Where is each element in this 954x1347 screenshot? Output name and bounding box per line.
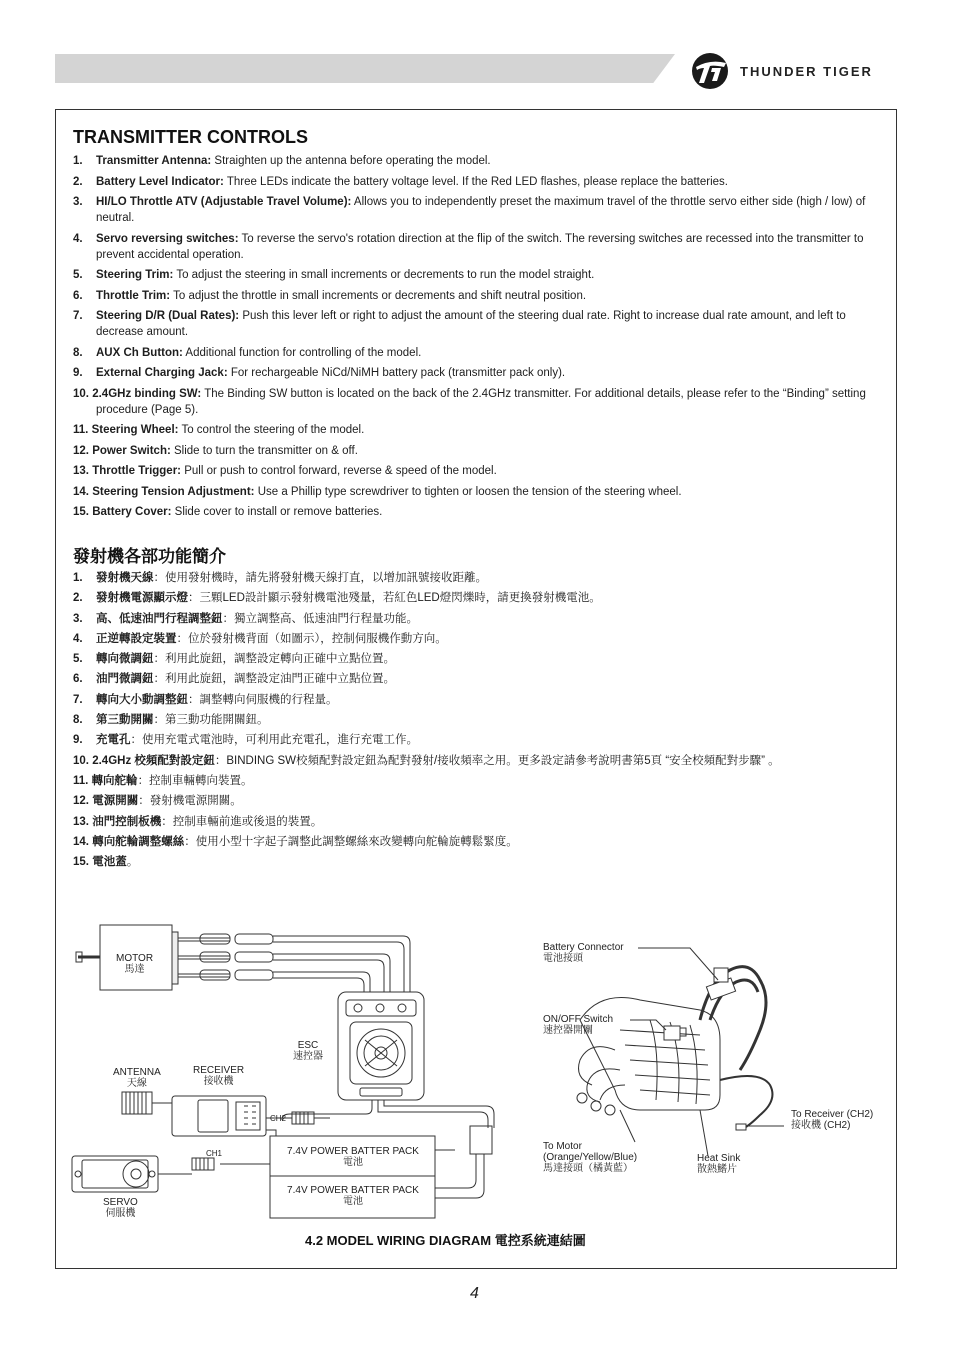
servo-body (72, 1156, 158, 1192)
wiring-diagram (60, 920, 894, 1250)
item-text: ：利用此旋鈕，調整設定油門正確中立點位置。 (153, 673, 395, 686)
esc-photo-drawing (577, 967, 772, 1130)
item-number: 4. (73, 632, 83, 645)
item-term: Steering Wheel: (91, 424, 179, 436)
item-number: 10. (73, 387, 89, 400)
item-number: 2. (73, 175, 83, 188)
item-term: Steering Tension Adjustment: (92, 485, 255, 498)
to-motor-label: To Motor (Orange/Yellow/Blue) 馬達接頭（橘黃藍） (543, 1141, 638, 1174)
item-number: 1. (73, 572, 83, 584)
item-number: 9. (73, 367, 83, 379)
item-term: 轉向舵輪 (91, 774, 138, 787)
diagram-caption: 4.2 MODEL WIRING DIAGRAM 電控系統連結圖 (305, 1233, 586, 1248)
list-item (73, 854, 883, 870)
item-term: 電池蓋 (92, 856, 127, 869)
item-term: 第三動開關 (96, 714, 154, 727)
header-band (55, 54, 675, 83)
list-item (73, 231, 883, 263)
item-term: 電源開關 (92, 795, 139, 808)
item-text: For rechargeable NiCd/NiMH battery pack (transmitter pack only). (227, 367, 566, 379)
item-number: 14. (73, 835, 89, 848)
heat-sink-label: Heat Sink 散熱鰭片 (697, 1153, 741, 1175)
item-term: 高、低速油門行程調整鈕 (96, 612, 223, 625)
item-text: Slide to turn the transmitter on & off. (170, 444, 358, 457)
item-number: 6. (73, 289, 83, 302)
item-text: ：獨立調整高、低速油門行程量功能。 (222, 612, 418, 625)
item-number: 11. (73, 424, 89, 436)
list-item (73, 504, 883, 520)
item-number: 9. (73, 734, 83, 747)
item-term: 2.4GHz binding SW: (92, 387, 202, 400)
list-item (73, 386, 883, 418)
item-number: 4. (73, 232, 83, 245)
item-number: 13. (73, 815, 89, 828)
item-term: 正逆轉設定裝置 (96, 632, 177, 645)
ch2-label: CH2 (270, 1114, 287, 1123)
item-number: 8. (73, 346, 83, 359)
item-text: Straighten up the antenna before operating the model. (211, 155, 491, 167)
item-term: External Charging Jack: (96, 367, 228, 379)
item-number: 13. (73, 465, 89, 477)
item-text: To control the steering of the model. (178, 424, 365, 436)
list-item (73, 267, 883, 283)
battery-pack-1-label: 7.4V POWER BATTER PACK 電池 (287, 1146, 419, 1168)
item-number: 3. (73, 196, 83, 208)
item-text: Push this lever left or right to adjust the amount of the steering dual rate. Right to increase dual rate amount, and left to decrease amount. (96, 310, 846, 338)
item-term: Throttle Trim: (96, 289, 171, 302)
item-text: ：第三動功能開關鈕。 (153, 714, 269, 727)
item-number: 1. (73, 155, 83, 167)
item-number: 12. (73, 795, 89, 808)
item-text: Allows you to independently preset the maximum travel of the throttle servo either side (high / low) of neutral. (96, 196, 866, 224)
item-text: ：利用此旋鈕，調整設定轉向正確中立點位置。 (153, 653, 395, 666)
item-term: Steering Trim: (96, 269, 174, 281)
item-text: Pull or push to control forward, reverse & speed of the model. (181, 465, 497, 477)
list-item (73, 590, 883, 606)
list-item (73, 712, 883, 728)
list-item (73, 793, 883, 809)
list-item (73, 834, 883, 850)
to-receiver-label: To Receiver (CH2) 接收機 (CH2) (791, 1109, 874, 1131)
item-number: 2. (73, 592, 83, 605)
list-item (73, 153, 883, 169)
list-item (73, 611, 883, 627)
item-text: To adjust the throttle in small increments or decrements and shift neutral position. (170, 289, 587, 302)
item-number: 3. (73, 612, 83, 625)
list-item (73, 345, 883, 361)
esc-label: ESC 速控器 (293, 1040, 323, 1062)
item-text: ：發射機電源開關。 (138, 795, 242, 808)
brand (688, 51, 903, 91)
item-number: 15. (73, 856, 89, 869)
list-item (73, 631, 883, 647)
list-item (73, 484, 883, 500)
list-item (73, 753, 883, 769)
list-item (73, 194, 883, 226)
item-text: ：使用發射機時，請先將發射機天線打直，以增加訊號接收距離。 (153, 572, 487, 584)
list-item (73, 814, 883, 830)
item-number: 8. (73, 714, 83, 727)
item-text: ：BINDING SW校頻配對設定鈕為配對發射/接收頻率之用。更多設定請參考說明書第5頁 “安全校頻配對步驟” 。 (214, 754, 780, 767)
item-text: ：控制車輛轉向裝置。 (137, 774, 253, 787)
thunder-tiger-logo-icon (688, 51, 736, 91)
receiver-label: RECEIVER 接收機 (193, 1065, 245, 1087)
ch1-label: CH1 (206, 1149, 223, 1158)
list-item (73, 308, 883, 340)
item-text: To reverse the servo's rotation direction at the flip of the switch. The reversing switches are recessed into the transmitter to prevent accidental operation. (96, 232, 864, 261)
item-number: 14. (73, 485, 89, 498)
motor-label: MOTOR 馬達 (116, 953, 154, 975)
servo-label: SERVO 伺服機 (103, 1197, 138, 1219)
list-item (73, 732, 883, 748)
item-term: Power Switch: (92, 444, 171, 457)
item-text: To adjust the steering in small increments or decrements to run the model straight. (173, 269, 595, 281)
battery-pack-2-label: 7.4V POWER BATTER PACK 電池 (287, 1185, 419, 1207)
item-term: 轉向舵輪調整螺絲 (92, 835, 185, 848)
item-term: Battery Cover: (92, 506, 172, 518)
item-term: Steering D/R (Dual Rates): (96, 310, 240, 322)
list-item (73, 174, 883, 190)
item-number: 10. (73, 754, 89, 767)
item-number: 7. (73, 310, 83, 322)
item-term: 轉向微調鈕 (96, 653, 154, 666)
list-item (73, 288, 883, 304)
item-text: Three LEDs indicate the battery voltage level. If the Red LED flashes, please replace the batteries. (223, 175, 728, 188)
list-item (73, 365, 883, 381)
list-item (73, 570, 883, 586)
item-term: 油門控制板機 (92, 815, 162, 828)
item-number: 15. (73, 506, 89, 518)
item-term: Battery Level Indicator: (96, 175, 224, 188)
item-term: 發射機天線 (96, 572, 154, 584)
list-item (73, 443, 883, 459)
list-item (73, 651, 883, 667)
item-term: 油門微調鈕 (96, 673, 154, 686)
item-text: Additional function for controlling of the model. (182, 346, 422, 359)
item-number: 5. (73, 269, 83, 281)
battery-connector-label: Battery Connector 電池接頭 (543, 942, 624, 964)
section-title-zh: 發射機各部功能簡介 (73, 547, 226, 566)
item-term: AUX Ch Button: (96, 346, 183, 359)
item-text: ：使用小型十字起子調整此調整螺絲來改變轉向舵輪旋轉鬆緊度。 (184, 835, 518, 848)
antenna-label: ANTENNA 天線 (113, 1067, 161, 1089)
onoff-switch-label: ON/OFF Switch 速控器開關 (543, 1014, 614, 1036)
brand-name: THUNDER TIGER (740, 64, 873, 79)
item-term: 充電孔 (96, 734, 131, 747)
list-item (73, 422, 883, 438)
item-term: 2.4GHz 校頻配對設定鈕 (92, 754, 215, 767)
page-number: 4 (470, 1285, 479, 1302)
list-item (73, 773, 883, 789)
list-item (73, 463, 883, 479)
item-term: Throttle Trigger: (92, 465, 182, 477)
item-number: 7. (73, 693, 83, 706)
item-term: HI/LO Throttle ATV (Adjustable Travel Volume): (96, 196, 352, 208)
item-term: Transmitter Antenna: (96, 155, 212, 167)
item-text: ：控制車輛前進或後退的裝置。 (161, 815, 323, 828)
item-text: ：位於發射機背面（如圖示），控制伺服機作動方向。 (176, 632, 447, 645)
item-text: 。 (126, 856, 139, 869)
item-term: 發射機電源顯示燈 (96, 592, 188, 605)
item-number: 5. (73, 653, 83, 666)
item-text: ：三顆LED設計顯示發射機電池殘量，若紅色LED燈閃爍時，請更換發射機電池。 (188, 592, 601, 605)
list-item (73, 692, 883, 708)
item-text: ：使用充電式電池時，可利用此充電孔，進行充電工作。 (130, 734, 418, 747)
wiring-diagram-drawing (60, 920, 894, 1250)
item-term: 轉向大小動調整鈕 (96, 693, 188, 706)
item-text: Slide cover to install or remove batteries. (171, 506, 383, 518)
item-number: 6. (73, 673, 83, 686)
section-title-en: TRANSMITTER CONTROLS (73, 127, 308, 147)
item-text: Use a Phillip type screwdriver to tighten or loosen the tension of the steering wheel. (254, 485, 682, 498)
item-text: The Binding SW button is located on the back of the 2.4GHz transmitter. For additional details, please refer to the “Binding” setting procedure (Page 5). (96, 387, 866, 416)
item-number: 12. (73, 444, 89, 457)
controls-list-en (73, 153, 883, 525)
item-number: 11. (73, 774, 89, 787)
controls-list-zh (73, 570, 883, 874)
item-term: Servo reversing switches: (96, 232, 239, 245)
list-item (73, 671, 883, 687)
item-text: ：調整轉向伺服機的行程量。 (188, 693, 338, 706)
